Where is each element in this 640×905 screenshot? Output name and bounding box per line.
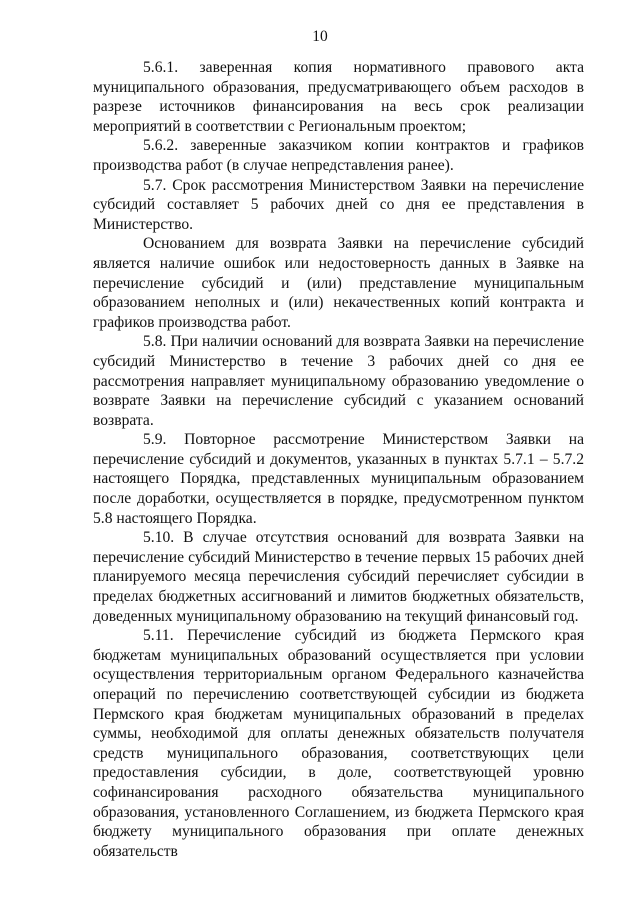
document-body bbox=[93, 58, 584, 861]
paragraph-5-6-2: 5.6.2. заверенные заказчиком копии контрактов и графиков производства работ (в случае непредставления ранее). bbox=[93, 137, 584, 174]
paragraph-5-10: 5.10. В случае отсутствия оснований для возврата Заявки на перечисление субсидий Министерство в течение первых 15 рабочих дней планируемого месяца перечисления субсидий перечисляет субсидии в пределах бюджетных ассигнований и лимитов бюджетных обязательств, доведенных муниципальному образованию на текущий финансовый год. bbox=[93, 529, 584, 625]
paragraph-5-7: 5.7. Срок рассмотрения Министерством Заявки на перечисление субсидий составляет 5 рабочих дней со дня ее представления в Министерство. bbox=[93, 176, 584, 233]
page-number: 10 bbox=[312, 28, 328, 45]
paragraph-5-9: 5.9. Повторное рассмотрение Министерством Заявки на перечисление субсидий и документов, указанных в пунктах 5.7.1 – 5.7.2 настоящего Порядка, представленных муниципальным образованием после доработки, осуществляется в порядке, предусмотренном пунктом 5.8 настоящего Порядка. bbox=[93, 431, 584, 527]
paragraph-5-6-1: 5.6.1. заверенная копия нормативного правового акта муниципального образования, предусматривающего объем расходов в разрезе источников финансирования на весь срок реализации мероприятий в соответствии с Региональным проектом; bbox=[93, 59, 584, 135]
paragraph-5-11: 5.11. Перечисление субсидий из бюджета Пермского края бюджетам муниципальных образований осуществляется при условии осуществления территориальным органом Федерального казначейства операций по перечислению соответствующей субсидии из бюджета Пермского края бюджетам муниципальных образований в пределах суммы, необходимой для оплаты денежных обязательств получателя средств муниципального образования, соответствующих цели предоставления субсидии, в доле, соответствующей уровню софинансирования расходного обязательства муниципального образования, установленного Соглашением, из бюджета Пермского края бюджету муниципального образования при оплате денежных обязательств bbox=[93, 627, 584, 860]
paragraph-5-8: 5.8. При наличии оснований для возврата Заявки на перечисление субсидий Министерство в течение 3 рабочих дней со дня ее рассмотрения направляет муниципальному образованию уведомление о возврате Заявки на перечисление субсидий с указанием оснований возврата. bbox=[93, 333, 584, 429]
paragraph-return-grounds: Основанием для возврата Заявки на перечисление субсидий является наличие ошибок или недостоверность данных в Заявке на перечисление субсидий и (или) представление муниципальным образованием неполных и (или) некачественных копий контракта и графиков производства работ. bbox=[93, 235, 584, 331]
